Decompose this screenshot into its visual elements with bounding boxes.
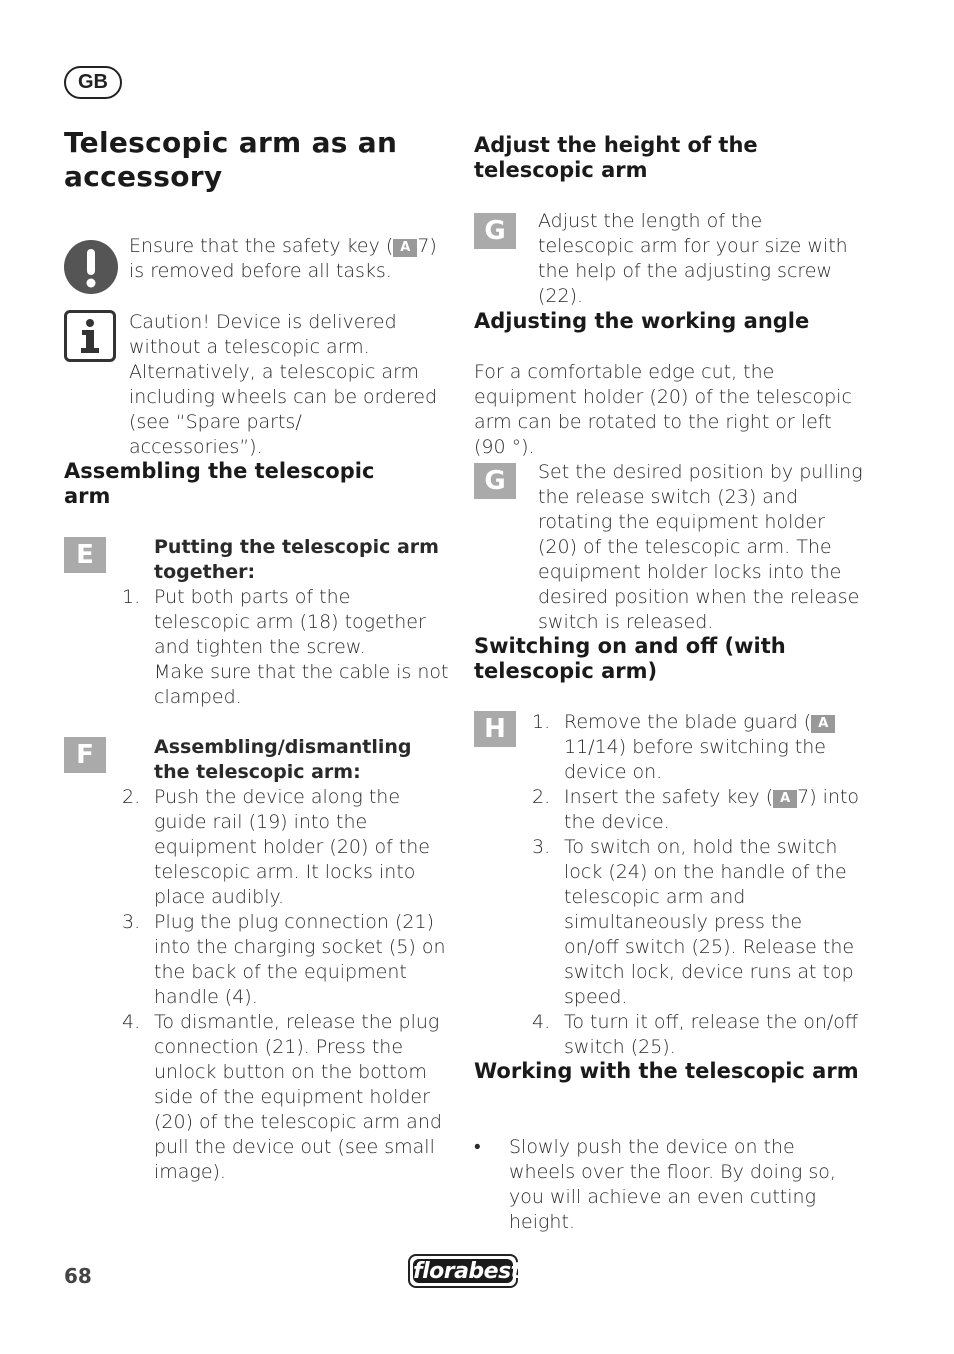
list-item: 3. Plug the plug connection (21) into the charging socket (5) on the back of the equipment handle (4). (122, 911, 446, 1008)
angle-step-text: Set the desired position by pulling the release switch (23) and rotating the equipment holder (20) of the telescopic arm. The equipment holder locks into the desired position when the release switch is released. (538, 461, 863, 633)
figure-g-marker: G (474, 463, 516, 499)
list-item: 4. To turn it off, release the on/off switch (25). (532, 1011, 858, 1058)
bullet-icon: • (474, 1136, 481, 1158)
adjust-height-heading: Adjust the height of the telescopic arm (474, 133, 758, 182)
working-heading: Working with the telescopic arm (474, 1059, 859, 1083)
page-number: 68 (64, 1264, 92, 1288)
florabest-logo: florabest (408, 1254, 518, 1288)
figure-e-marker: E (64, 537, 106, 573)
figure-key-badge: A (773, 790, 797, 808)
list-item: 2. Insert the safety key ( A 7) into the device. (532, 786, 860, 833)
angle-text: For a comfortable edge cut, the equipment holder (20) of the telescopic arm can be rotated to the right or left (90 °). (474, 361, 852, 458)
figure-g-marker: G (474, 213, 516, 249)
list-item: 1. Remove the blade guard ( A 11/14) before switching the device on. (532, 710, 862, 785)
putting-heading: Putting the telescopic arm together: (154, 536, 439, 583)
page-title: Telescopic arm as an accessory (64, 126, 398, 193)
list-item: 1. Put both parts of the telescopic arm (18) together and tighten the screw. Make sure that the cable is not clamped. (122, 586, 449, 708)
figure-h-marker: H (474, 711, 516, 747)
figure-f-marker: F (64, 737, 106, 773)
figure-key-badge: A (393, 239, 417, 257)
switching-heading: Switching on and off (with telescopic arm) (474, 634, 786, 683)
list-item: • Slowly push the device on the wheels over the floor. By doing so, you will achieve an even cutting height. (474, 1136, 836, 1233)
warning-text: Ensure that the safety key ( A 7) is removed before all tasks. (129, 235, 437, 282)
list-item: 3. To switch on, hold the switch lock (24) on the handle of the telescopic arm and simultaneously press the on/off switch (25). Release the switch lock, device runs at top speed. (532, 836, 855, 1008)
dismantling-heading: Assembling/dismantling the telescopic arm: (154, 736, 412, 783)
assembling-heading: Assembling the telescopic arm (64, 459, 375, 508)
list-item: 4. To dismantle, release the plug connection (21). Press the unlock button on the bottom side of the equipment holder (20) of the telescopic arm and pull the device out (see small image). (122, 1011, 442, 1183)
list-item: 2. Push the device along the guide rail (19) into the equipment holder (20) of the telescopic arm. It locks into place audibly. (122, 786, 430, 908)
info-icon (64, 310, 116, 362)
adjust-height-text: Adjust the length of the telescopic arm for your size with the help of the adjusting screw (22). (538, 210, 848, 307)
figure-key-badge: A (811, 715, 835, 733)
language-badge: GB (64, 66, 122, 99)
angle-heading: Adjusting the working angle (474, 309, 810, 333)
warning-icon (64, 240, 118, 294)
info-text: Caution! Device is delivered without a telescopic arm. Alternatively, a telescopic arm including wheels can be ordered (see “Spare parts/ accessories”). (129, 311, 438, 458)
